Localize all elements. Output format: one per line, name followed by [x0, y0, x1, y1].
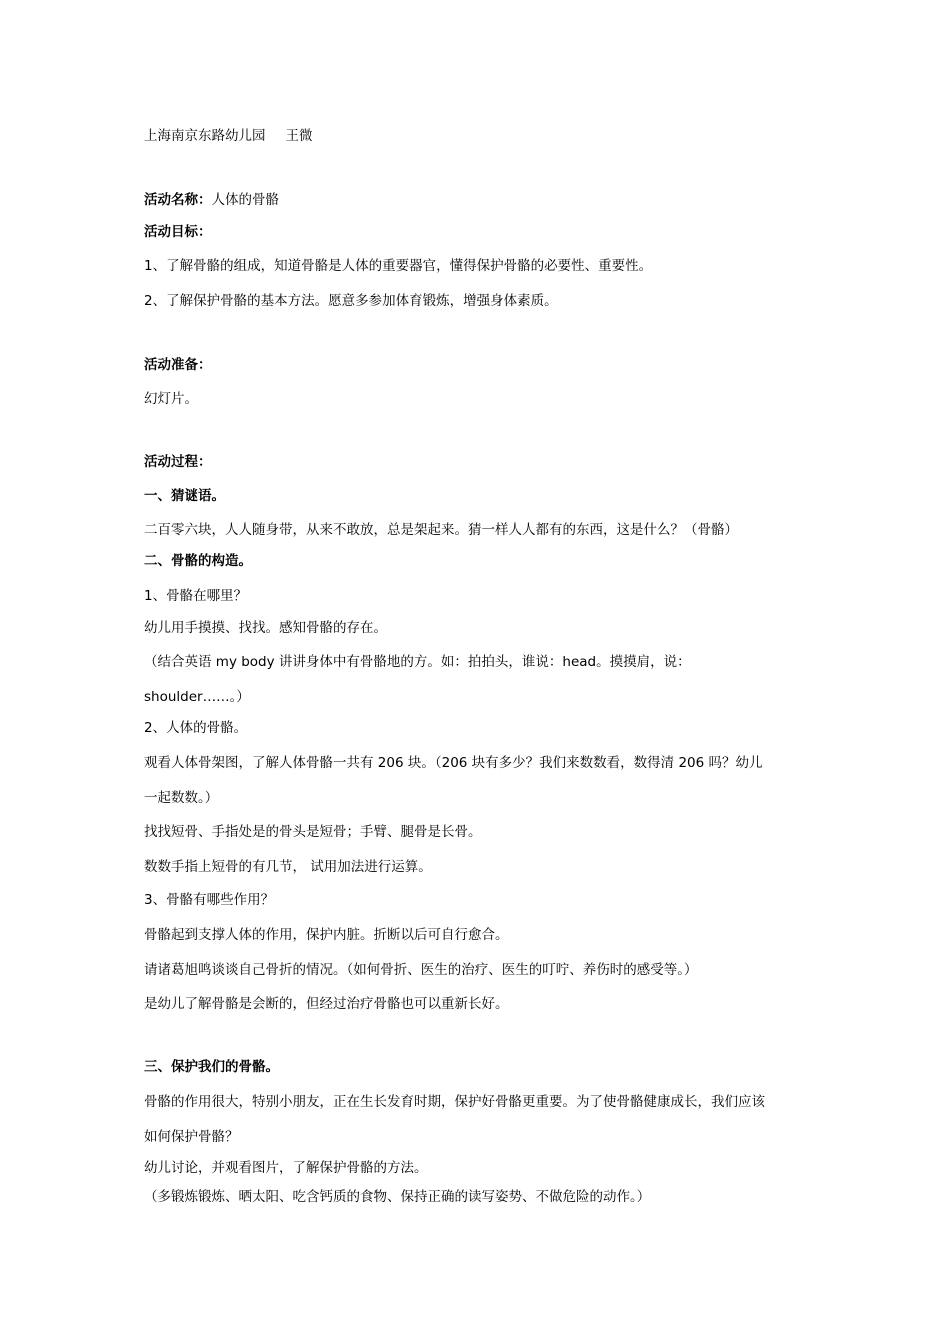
- q1-line-1: 幼儿用手摸摸、找找。感知骨骼的存在。: [144, 620, 387, 636]
- school-name: 上海南京东路幼儿园: [144, 128, 266, 144]
- s3-line-2: 如何保护骨骼？: [144, 1129, 239, 1145]
- q3-line-2: 请诸葛旭鸣谈谈自己骨折的情况。（如何骨折、医生的治疗、医生的叮咛、养伤时的感受等。）: [144, 962, 698, 978]
- q2-line-1: 观看人体骨架图，了解人体骨骼一共有 206 块。（206 块有多少？我们来数数看，数得清 206 吗？幼儿: [144, 755, 763, 771]
- section3-heading: 三、保护我们的骨骼。: [144, 1059, 279, 1075]
- process-label: 活动过程：: [144, 454, 212, 470]
- header-line: [144, 126, 313, 146]
- author-name: 王微: [285, 128, 313, 144]
- riddle-text: 二百零六块，人人随身带，从来不敢放，总是架起来。猜一样人人都有的东西，这是什么？（骨骼）: [144, 522, 738, 538]
- prep-label: 活动准备：: [144, 357, 212, 373]
- section2-heading: 二、骨骼的构造。: [144, 553, 252, 569]
- section1-heading: 一、猜谜语。: [144, 488, 225, 504]
- s3-line-1: 骨骼的作用很大，特别小朋友，正在生长发育时期，保护好骨骼更重要。为了使骨骼健康成长，我们应该: [144, 1094, 765, 1110]
- goals-label: 活动目标：: [144, 224, 212, 240]
- q1-line-3: shoulder……。）: [144, 689, 250, 705]
- q2-line-3: 找找短骨、手指处是的骨头是短骨；手臂、腿骨是长骨。: [144, 824, 482, 840]
- q2-line-4: 数数手指上短骨的有几节， 试用加法进行运算。: [144, 859, 432, 875]
- question-3: 3、骨骼有哪些作用？: [144, 892, 275, 908]
- activity-name-line: [144, 190, 279, 210]
- s3-line-4: （多锻炼锻炼、晒太阳、吃含钙质的食物、保持正确的读写姿势、不做危险的动作。）: [144, 1189, 651, 1205]
- goal-1: 1、了解骨骼的组成，知道骨骼是人体的重要器官，懂得保护骨骼的必要性、重要性。: [144, 258, 653, 274]
- goal-2: 2、了解保护骨骼的基本方法。愿意多参加体育锻炼，增强身体素质。: [144, 293, 558, 309]
- q1-line-2: （结合英语 my body 讲讲身体中有骨骼地的方。如：拍拍头，谁说：head。摸摸肩，说：: [144, 654, 691, 670]
- prep-value: 幻灯片。: [144, 391, 198, 407]
- q3-line-3: 是幼儿了解骨骼是会断的，但经过治疗骨骼也可以重新长好。: [144, 996, 509, 1012]
- s3-line-3: 幼儿讨论，并观看图片，了解保护骨骼的方法。: [144, 1160, 428, 1176]
- question-1: 1、骨骼在哪里？: [144, 588, 248, 604]
- q3-line-1: 骨骼起到支撑人体的作用，保护内脏。折断以后可自行愈合。: [144, 927, 509, 943]
- q2-line-2: 一起数数。）: [144, 790, 219, 806]
- activity-name-value: 人体的骨骼: [211, 192, 279, 208]
- activity-name-label: 活动名称：: [144, 192, 212, 208]
- question-2: 2、人体的骨骼。: [144, 720, 248, 736]
